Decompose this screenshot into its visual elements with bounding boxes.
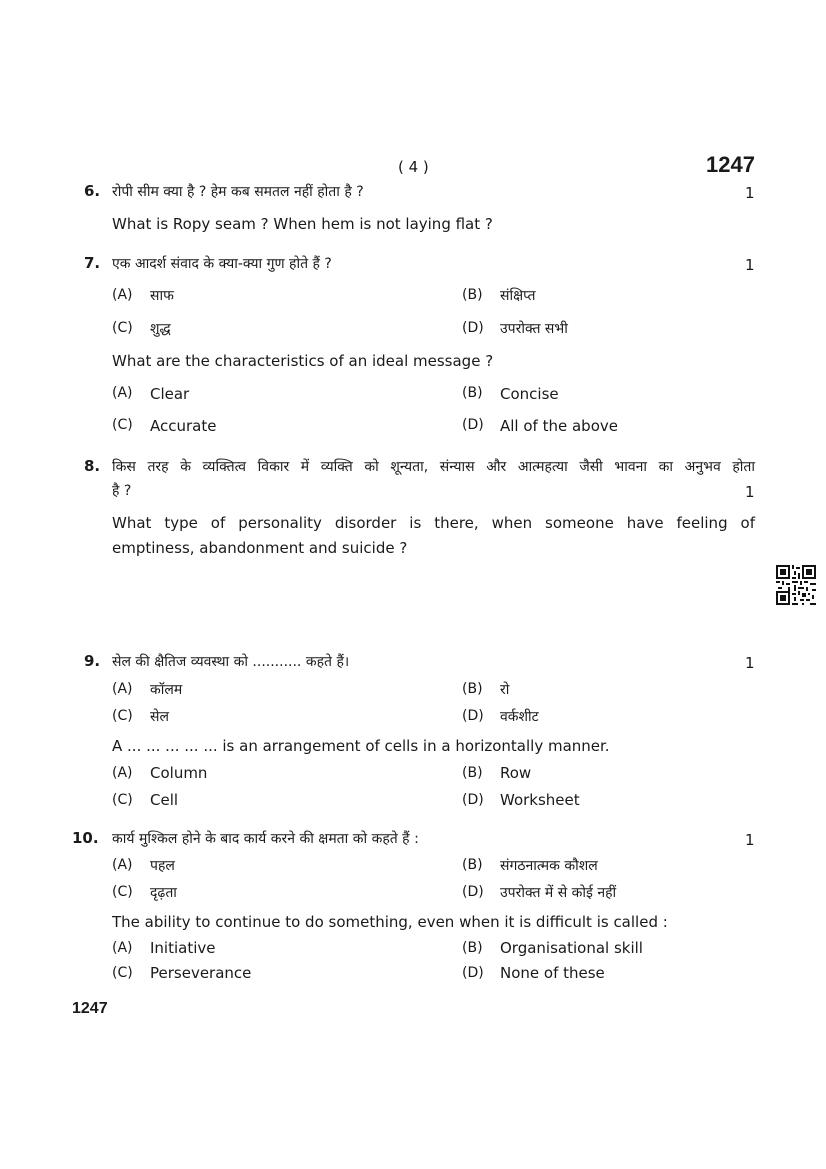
option-text: उपरोक्त सभी (500, 321, 568, 337)
option-text: शुद्ध (150, 321, 171, 337)
option-label: (D) (462, 884, 484, 900)
question-text-hindi: सेल की क्षैतिज व्यवस्था को ........... कहते हैं। (112, 654, 350, 670)
option-label: (A) (112, 765, 133, 781)
option-text: पहल (150, 858, 175, 874)
paper-code-footer: 1247 (72, 1000, 108, 1017)
option-label: (D) (462, 792, 484, 808)
question-number: 9. (84, 652, 101, 670)
question-marks: 1 (745, 256, 755, 274)
question-text-hindi: रोपी सीम क्या है ? हेम कब समतल नहीं होता है ? (112, 184, 364, 200)
question-text-hindi: एक आदर्श संवाद के क्या-क्या गुण होते हैं ? (112, 256, 332, 272)
question-text-english: The ability to continue to do something, even when it is difficult is called : (112, 913, 668, 931)
option-text: रो (500, 682, 510, 698)
option-text: वर्कशीट (500, 709, 539, 725)
page-number: ( 4 ) (398, 158, 429, 176)
option-label: (A) (112, 940, 133, 956)
option-label: (A) (112, 681, 133, 697)
option-text: Column (150, 764, 208, 782)
option-label: (D) (462, 320, 484, 336)
option-label: (B) (462, 385, 483, 401)
question-text-hindi: किस तरह के व्यक्तित्व विकार में व्यक्ति को शून्यता, संन्यास और आत्महत्या जैसी भावना का अनुभव होता (112, 459, 755, 475)
question-number: 7. (84, 254, 101, 272)
option-text: Worksheet (500, 791, 580, 809)
option-text: Initiative (150, 939, 216, 957)
qr-code (776, 565, 816, 605)
option-text: Accurate (150, 417, 217, 435)
option-text: All of the above (500, 417, 618, 435)
option-label: (C) (112, 792, 133, 808)
option-label: (B) (462, 765, 483, 781)
option-text: संक्षिप्त (500, 288, 536, 304)
option-label: (A) (112, 385, 133, 401)
option-text: दृढ़ता (150, 885, 177, 901)
option-text: Row (500, 764, 532, 782)
question-number: 8. (84, 457, 101, 475)
option-label: (D) (462, 965, 484, 981)
option-label: (B) (462, 681, 483, 697)
question-text-hindi: कार्य मुश्किल होने के बाद कार्य करने की क्षमता को कहते हैं : (112, 831, 419, 847)
question-marks: 1 (745, 654, 755, 672)
question-marks: 1 (745, 483, 755, 501)
option-label: (C) (112, 965, 133, 981)
option-label: (D) (462, 417, 484, 433)
option-label: (A) (112, 287, 133, 303)
option-text: साफ (150, 288, 174, 304)
question-text-english: What are the characteristics of an ideal message ? (112, 352, 494, 370)
question-number: 6. (84, 182, 101, 200)
question-marks: 1 (745, 184, 755, 202)
question-text-english-cont: emptiness, abandonment and suicide ? (112, 539, 408, 557)
option-label: (B) (462, 940, 483, 956)
option-text: सेल (150, 709, 169, 725)
question-number: 10. (72, 829, 99, 847)
option-label: (C) (112, 884, 133, 900)
option-label: (C) (112, 320, 133, 336)
option-text: Organisational skill (500, 939, 643, 957)
question-text-english: What is Ropy seam ? When hem is not laying flat ? (112, 215, 493, 233)
option-text: संगठनात्मक कौशल (500, 858, 598, 874)
option-text: Perseverance (150, 964, 252, 982)
option-text: उपरोक्त में से कोई नहीं (500, 885, 617, 901)
question-text-english: What type of personality disorder is there, when someone have feeling of (112, 514, 755, 532)
option-label: (A) (112, 857, 133, 873)
option-label: (B) (462, 287, 483, 303)
question-text-hindi-cont: है ? (112, 483, 132, 499)
option-label: (D) (462, 708, 484, 724)
option-text: None of these (500, 964, 605, 982)
paper-code-header: 1247 (706, 152, 755, 177)
option-text: Cell (150, 791, 179, 809)
option-text: Clear (150, 385, 190, 403)
option-text: कॉलम (150, 682, 183, 698)
option-label: (B) (462, 857, 483, 873)
option-label: (C) (112, 708, 133, 724)
question-text-english: A ... ... ... ... ... is an arrangement of cells in a horizontally manner. (112, 737, 610, 755)
option-text: Concise (500, 385, 559, 403)
question-marks: 1 (745, 831, 755, 849)
option-label: (C) (112, 417, 133, 433)
